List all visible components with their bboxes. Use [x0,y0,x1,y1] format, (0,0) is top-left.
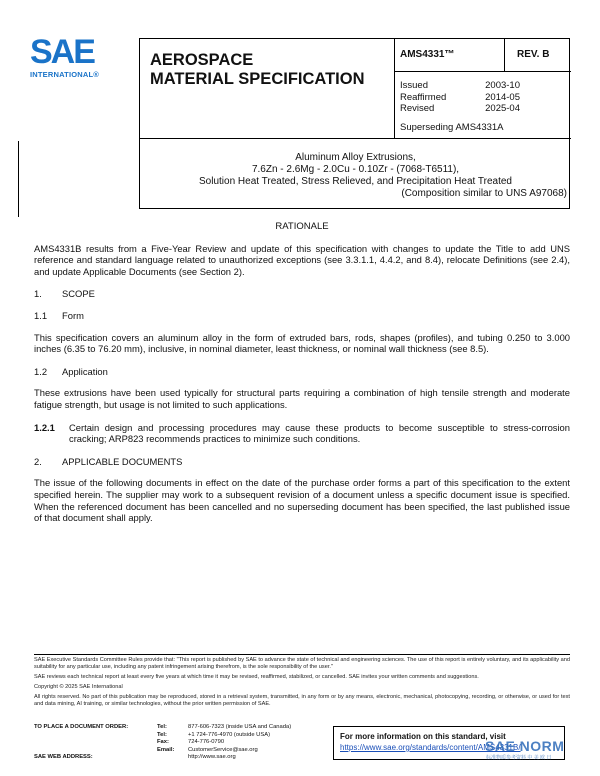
watermark-sub: 标准物质参考资料 中 美 欧 日 [486,755,552,761]
subject-composition: (Composition similar to UNS A97068) [401,188,567,199]
title-line-1: AEROSPACE [150,51,254,69]
section-1-2-1: 1.2.1 Certain design and processing procedures may cause these products to become susceptible to stress-corrosion cracking; ARP823 recommends practices to minimize such conditions. [34,421,570,445]
date-row-issued: Issued 2003-10 [400,80,520,91]
section-1-1-text: This specification covers an aluminum alloy in the form of extruded bars, rods, shapes (profiles), and tubing 0.250 to 3.000 inches (6.35 to 76.20 mm), inclusive, in nominal diameter, least thickness, or nominal wall thickness (see 8.5). [34,331,570,355]
sae-logo-word: SAE [30,33,94,71]
section-1-2-heading: 1.2 Application [34,365,108,377]
subject-line-3: Solution Heat Treated, Stress Relieved, and Precipitation Heat Treated [199,176,512,187]
footer-copyright: Copyright © 2025 SAE International [34,684,123,690]
contact-tel-usa: 877-606-7323 (inside USA and Canada) [188,724,292,730]
footer-review: SAE reviews each technical report at least every five years at which time it may be revised, reaffirmed, stabilized, or cancelled. SAE invites your written comments and suggestions. [34,674,479,680]
date-row-reaffirmed: Reaffirmed 2014-05 [400,91,520,103]
header-table [139,38,570,209]
footer-notice [34,657,570,711]
footer-rules: SAE Executive Standards Committee Rules provide that: "This report is published by SAE to advance the state of technical and engineering sciences. The use of this report is entirely voluntary, and its applicability and suitability for any particular use, including any patent infringement arising therefrom, is the sole responsibility of the user." [34,657,570,670]
section-2-text: The issue of the following documents in effect on the date of the purchase order forms a part of this specification to the extent specified herein. The supplier may work to a subsequent revision of a document unless a specific document issue is specified. When the referenced document has been cancelled and no superseding document has been specified, the last published issue of that document shall apply. [34,477,570,524]
sae-logo [30,35,120,85]
section-1-1-heading: 1.1 Form [34,309,84,321]
change-bar [18,141,19,217]
watermark: SAE NORM [485,738,565,754]
standard-link[interactable]: https://www.sae.org/standards/content/AMS4331B/ [340,743,521,752]
section-2-heading: 2. APPLICABLE DOCUMENTS [34,455,183,467]
footer-rights: All rights reserved. No part of this publication may be reproduced, stored in a retrieval system, transmitted, in any form or by any means, electronic, mechanical, photocopying, recording, or otherwise, or used for text and data mining, AI training, or similar technologies, without the prior written permission of SAE. [34,694,570,707]
info-line: For more information on this standard, visit [340,732,506,741]
doc-title [140,39,395,139]
contact-email[interactable]: CustomerService@sae.org [188,746,258,753]
subject [140,139,571,210]
subject-line-2: 7.6Zn - 2.6Mg - 2.0Cu - 0.10Zr - (7068-T6511), [251,164,460,175]
footer-rule [34,654,570,655]
section-1-2-text: These extrusions have been used typically for structural parts requiring a combination of high tensile strength and moderate fatigue strength, but usage is not limited to such applications. [34,387,570,410]
web-label: SAE WEB ADDRESS: [34,754,93,760]
contact-tel-intl: +1 724-776-4970 (outside USA) [188,731,271,738]
order-label: TO PLACE A DOCUMENT ORDER: [34,724,129,730]
doc-number: AMS4331™ [395,39,505,72]
date-row-revised: Revised 2025-04 [400,103,520,114]
superseding: Superseding AMS4331A [400,121,504,133]
subject-line-1: Aluminum Alloy Extrusions, [295,152,416,163]
title-line-2: MATERIAL SPECIFICATION [150,70,365,88]
rationale-text: AMS4331B results from a Five-Year Review and update of this specification with changes to update the Title to add UNS reference and standard language related to unauthorized exceptions (see 3.3.1.1, 4.4.2, and 8.4), relocate Definitions (see 2.4), and update Applicable Documents (see Section 2). [34,242,570,277]
revision: REV. B [505,39,571,72]
sae-logo-sub: INTERNATIONAL® [30,70,100,79]
contact-web[interactable]: http://www.sae.org [188,754,236,760]
contact-fax: 724-776-0790 [188,739,225,745]
section-1-heading: 1. SCOPE [34,288,95,300]
document-body [34,221,570,535]
dates-block [395,72,571,139]
rationale-heading: RATIONALE [275,221,329,232]
